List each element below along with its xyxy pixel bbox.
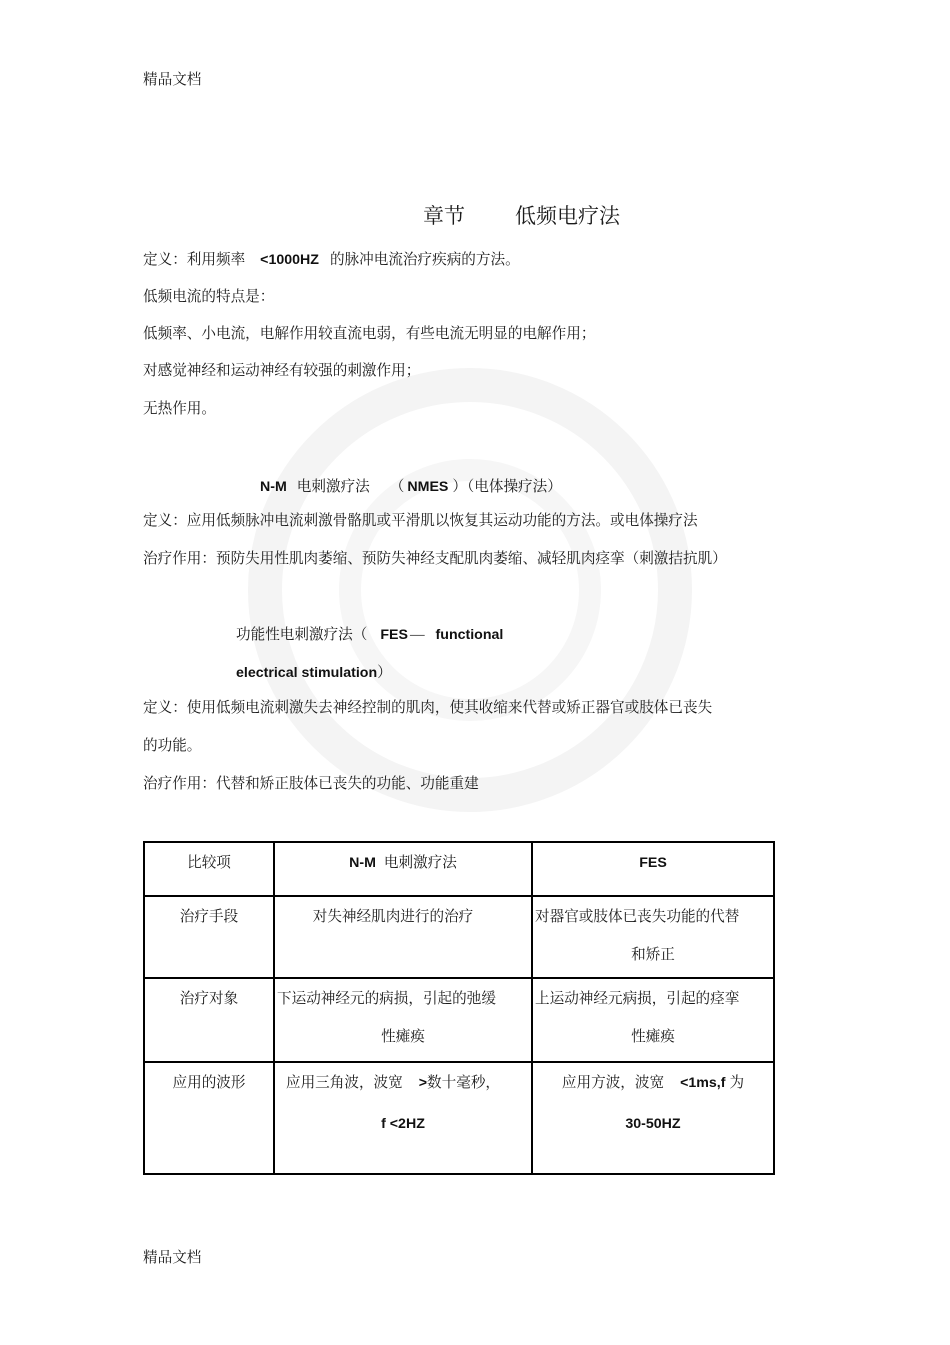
nmes-close: ）（电体操疗法） [452, 479, 562, 495]
cell-line: 下运动神经元的病损，引起的弛缓 [277, 991, 496, 1007]
nmes-abbr: N-M [260, 479, 287, 495]
table-cell [274, 1062, 532, 1174]
nmes-heading [260, 479, 562, 495]
cell-line: 上运动神经元病损，引起的痉挛 [535, 991, 740, 1007]
table-row [144, 978, 774, 1062]
fes-dash: — [409, 627, 425, 643]
table-cell [274, 978, 532, 1062]
page-header: 精品文档 [143, 72, 202, 88]
definition-label: 定义：利用频率 [143, 252, 246, 268]
fes-close: ） [377, 665, 392, 681]
fes-english-2: electrical stimulation [236, 665, 378, 681]
cell-line [533, 1064, 773, 1102]
wave-text: 应用三角波，波宽 [285, 1075, 403, 1091]
nmes-effect: 治疗作用：预防失用性肌肉萎缩、预防失神经支配肌肉萎缩、减轻肌肉痉挛（刺激拮抗肌） [143, 551, 727, 567]
cell-line: 性瘫痪 [381, 1029, 425, 1045]
intro-definition [143, 252, 520, 268]
row-label: 治疗手段 [179, 909, 239, 925]
wave-sym: > [418, 1075, 428, 1091]
definition-rest: 的脉冲电流治疗疾病的方法。 [329, 252, 520, 268]
table-cell [532, 896, 774, 978]
cell-line: 和矫正 [631, 947, 675, 963]
features-heading: 低频电流的特点是： [143, 289, 275, 305]
fes-definition: 定义：使用低频电流刺激失去神经控制的肌肉，使其收缩来代替或矫正器官或肢体已丧失 [143, 700, 713, 716]
row-label: 治疗对象 [179, 991, 239, 1007]
table-cell [532, 978, 774, 1062]
chapter-title: 低频电疗法 [515, 204, 620, 228]
cell-line [275, 1064, 531, 1102]
table-cell [274, 896, 532, 978]
feature-item: 低频率、小电流，电解作用较直流电弱，有些电流无明显的电解作用； [143, 326, 596, 342]
cell-line: 对失神经肌肉进行的治疗 [312, 909, 474, 925]
feature-item: 无热作用。 [143, 401, 216, 417]
wave-frequency: 30-50HZ [625, 1116, 681, 1132]
nmes-definition: 定义：应用低频脉冲电流刺激骨骼肌或平滑肌以恢复其运动功能的方法。或电体操疗法 [143, 513, 698, 529]
fes-code: FES [380, 627, 408, 643]
table-row [144, 1062, 774, 1174]
feature-item: 对感觉神经和运动神经有较强的刺激作用； [143, 363, 421, 379]
fes-heading-line1 [236, 627, 503, 643]
comparison-table [143, 841, 775, 1175]
fes-effect: 治疗作用：代替和矫正肢体已丧失的功能、功能重建 [143, 776, 479, 792]
table-row [144, 896, 774, 978]
wave-unit: 为 [729, 1075, 745, 1091]
cell-line: 性瘫痪 [631, 1029, 675, 1045]
nmes-code: NMES [407, 479, 449, 495]
header-cell [274, 842, 532, 896]
header-nmes [275, 844, 531, 882]
nmes-open-paren: （ [389, 479, 405, 495]
fes-definition-cont: 的功能。 [143, 738, 202, 754]
fes-english-1: functional [435, 627, 504, 643]
wave-text: 应用方波，波宽 [561, 1075, 665, 1091]
header-item: 比较项 [187, 855, 231, 871]
header-cell [532, 842, 774, 896]
cell-line: 对器官或肢体已丧失功能的代替 [535, 909, 740, 925]
fes-name: 功能性电刺激疗法（ [236, 627, 368, 643]
wave-frequency: f <2HZ [381, 1116, 425, 1132]
table-cell [144, 1062, 274, 1174]
fes-heading-line2 [236, 665, 392, 681]
chapter-label: 章节 [423, 204, 465, 228]
wave-value: 数十毫秒， [427, 1075, 501, 1091]
page-footer: 精品文档 [143, 1250, 202, 1266]
nmes-name: 电刺激疗法 [296, 479, 370, 495]
header-fes: FES [639, 855, 667, 871]
wave-value: <1ms,f [680, 1075, 726, 1091]
header-nmes-abbr: N-M [349, 855, 376, 871]
table-cell [532, 1062, 774, 1174]
table-cell [144, 978, 274, 1062]
row-label: 应用的波形 [172, 1075, 246, 1091]
frequency-value: <1000HZ [260, 252, 319, 268]
header-cell [144, 842, 274, 896]
table-header-row [144, 842, 774, 896]
header-nmes-name: 电刺激疗法 [383, 855, 457, 871]
table-cell [144, 896, 274, 978]
